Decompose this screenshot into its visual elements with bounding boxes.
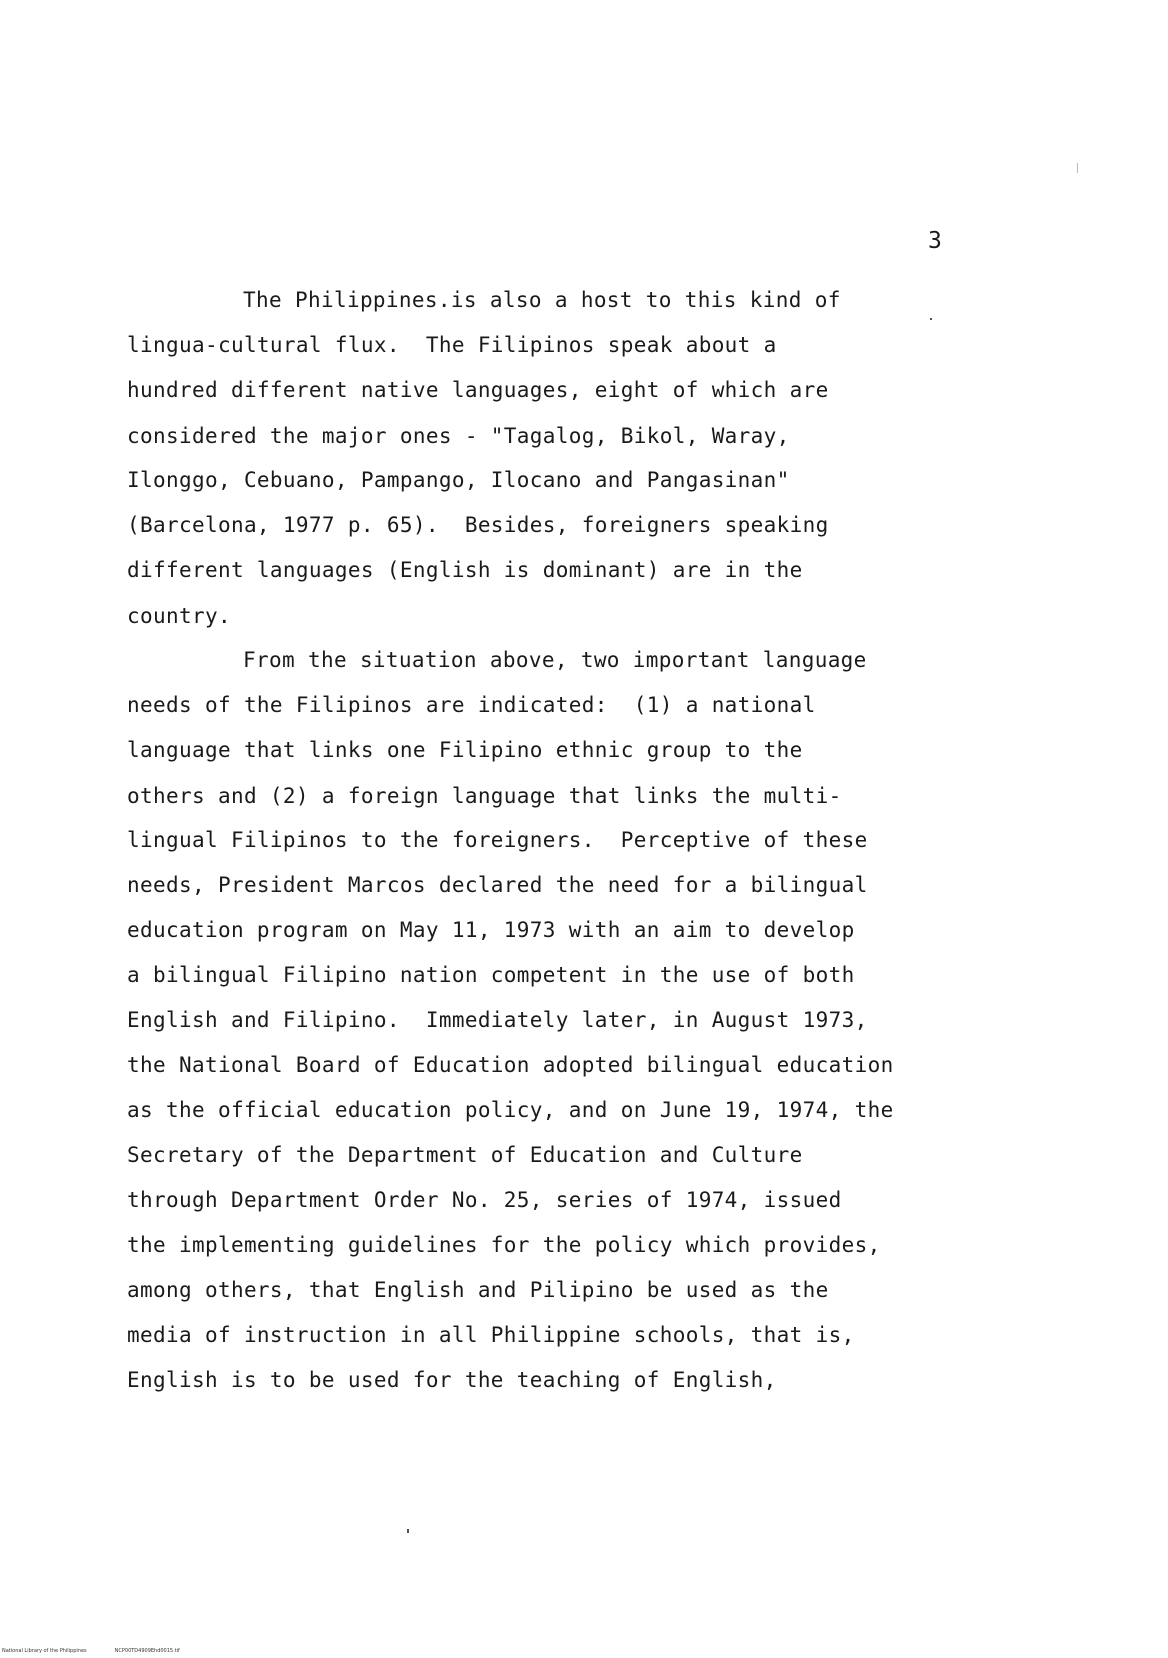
paragraph-2-line-6: needs, President Marcos declared the need for a bilingual bbox=[127, 873, 868, 897]
paragraph-1-line-5: Ilonggo, Cebuano, Pampango, Ilocano and Pangasinan" bbox=[127, 468, 790, 492]
paragraph-1-line-7: different languages (English is dominant) are in the bbox=[127, 558, 803, 582]
paragraph-2-line-7: education program on May 11, 1973 with an aim to develop bbox=[127, 918, 855, 942]
paragraph-2-line-3: language that links one Filipino ethnic group to the bbox=[127, 738, 803, 762]
paragraph-2-line-17: English is to be used for the teaching of English, bbox=[127, 1368, 777, 1392]
paragraph-1-line-8: country. bbox=[127, 604, 231, 628]
paragraph-2-line-15: among others, that English and Pilipino be used as the bbox=[127, 1278, 829, 1302]
paragraph-2-line-5: lingual Filipinos to the foreigners. Perceptive of these bbox=[127, 828, 868, 852]
scan-speck bbox=[1077, 163, 1078, 173]
paragraph-1-line-3: hundred different native languages, eight of which are bbox=[127, 378, 829, 402]
footer-library: National Library of the Philippines bbox=[2, 1648, 87, 1654]
paragraph-2-line-4: others and (2) a foreign language that links the multi- bbox=[127, 784, 842, 808]
scan-footer bbox=[2, 1649, 180, 1654]
footer-file-id: NCP00TD4909Ehd0015.tif bbox=[114, 1648, 180, 1654]
paragraph-2-line-2: needs of the Filipinos are indicated: (1) a national bbox=[127, 693, 816, 717]
paragraph-2-line-13: through Department Order No. 25, series of 1974, issued bbox=[127, 1188, 842, 1212]
paragraph-1-line-1: The Philippines.is also a host to this kind of bbox=[243, 288, 841, 312]
paragraph-2-line-11: as the official education policy, and on June 19, 1974, the bbox=[127, 1098, 894, 1122]
paragraph-2-line-10: the National Board of Education adopted bilingual education bbox=[127, 1053, 894, 1077]
paragraph-2-line-14: the implementing guidelines for the policy which provides, bbox=[127, 1233, 881, 1257]
paragraph-1-line-2: lingua-cultural flux. The Filipinos speak about a bbox=[127, 333, 777, 357]
paragraph-2-line-16: media of instruction in all Philippine schools, that is, bbox=[127, 1323, 855, 1347]
paragraph-2-line-8: a bilingual Filipino nation competent in the use of both bbox=[127, 963, 855, 987]
paragraph-2-line-12: Secretary of the Department of Education and Culture bbox=[127, 1143, 803, 1167]
paragraph-2-line-9: English and Filipino. Immediately later, in August 1973, bbox=[127, 1008, 868, 1032]
paragraph-2-line-1: From the situation above, two important language bbox=[243, 648, 867, 672]
scan-speck bbox=[407, 1529, 409, 1533]
paragraph-1-line-6: (Barcelona, 1977 p. 65). Besides, foreigners speaking bbox=[127, 513, 829, 537]
scan-speck bbox=[930, 318, 932, 320]
page-number: 3 bbox=[928, 228, 942, 254]
paragraph-1-line-4: considered the major ones - "Tagalog, Bikol, Waray, bbox=[127, 424, 790, 448]
